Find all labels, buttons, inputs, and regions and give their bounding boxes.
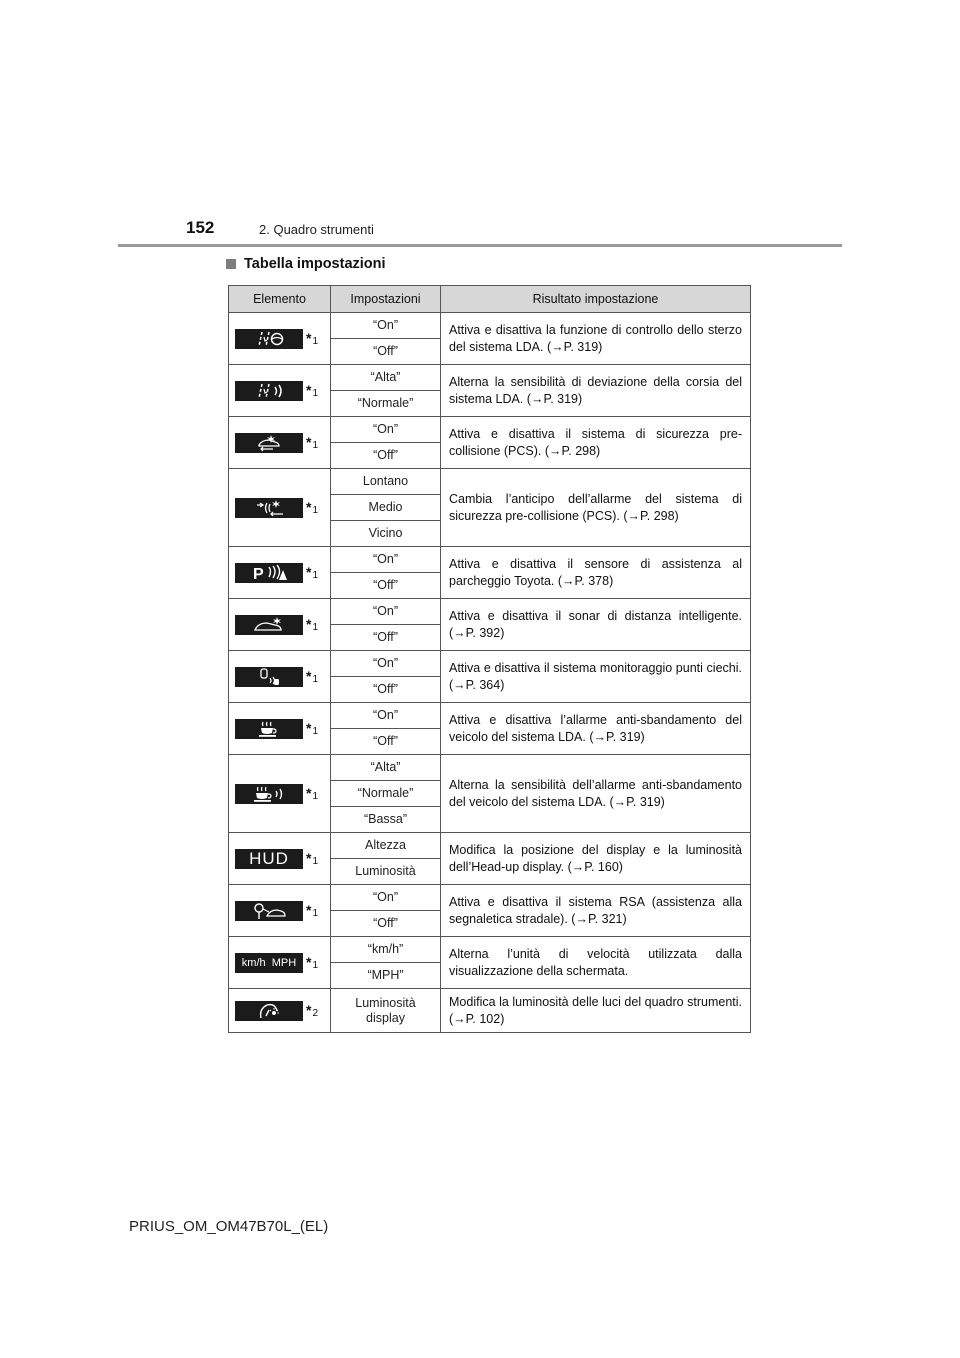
result-text: Alterna la sensibilità dell’allarme anti-sbandamento del veicolo del sistema LDA. (→P. 319) <box>441 755 751 833</box>
column-header: Risultato impostazione <box>441 286 751 313</box>
header-rule <box>118 244 842 247</box>
option-value: “Off” <box>331 729 441 755</box>
speed-unit-icon-label: km/h MPH <box>241 956 297 969</box>
option-value: “Normale” <box>331 781 441 807</box>
footnote-marker: $*_1$ <box>306 498 319 516</box>
result-text: Attiva e disattiva la funzione di controllo dello sterzo del sistema LDA. (→P. 319) <box>441 313 751 365</box>
option-value: “On” <box>331 313 441 339</box>
table-row <box>229 599 751 625</box>
option-value: Luminosità display <box>331 989 441 1033</box>
option-value: “Off” <box>331 911 441 937</box>
footnote-marker: $*_1$ <box>306 849 319 867</box>
option-value: Vicino <box>331 521 441 547</box>
table-row <box>229 833 751 859</box>
sway-warning-icon <box>235 719 303 739</box>
table-row <box>229 885 751 911</box>
footnote-marker: $*_1$ <box>306 563 319 581</box>
footnote-marker: $*_1$ <box>306 615 319 633</box>
footnote-marker: $*_1$ <box>306 329 319 347</box>
footnote-marker: $*_1$ <box>306 953 319 971</box>
column-header: Elemento <box>229 286 331 313</box>
option-value: “On” <box>331 885 441 911</box>
pre-collision-timing-icon <box>235 498 303 518</box>
result-text: Modifica la luminosità delle luci del quadro strumenti. (→P. 102) <box>441 989 751 1033</box>
result-text: Attiva e disattiva l’allarme anti-sbandamento del veicolo del sistema LDA. (→P. 319) <box>441 703 751 755</box>
option-value: “Off” <box>331 573 441 599</box>
table-header-row <box>229 286 751 313</box>
column-header: Impostazioni <box>331 286 441 313</box>
table-row <box>229 989 751 1033</box>
footnote-marker: $*_1$ <box>306 667 319 685</box>
table-row <box>229 469 751 495</box>
option-value: “On” <box>331 547 441 573</box>
blind-spot-icon <box>235 667 303 687</box>
hud-icon <box>235 849 303 869</box>
result-text: Cambia l’anticipo dell’allarme del sistema di sicurezza pre-collisione (PCS). (→P. 298) <box>441 469 751 547</box>
hud-icon-label: HUD <box>249 848 289 868</box>
result-text: Attiva e disattiva il sonar di distanza intelligente. (→P. 392) <box>441 599 751 651</box>
option-value: “km/h” <box>331 937 441 963</box>
table-row <box>229 755 751 781</box>
footnote-marker: $*_1$ <box>306 719 319 737</box>
table-row <box>229 703 751 729</box>
bullet-square-icon <box>226 259 236 269</box>
footnote-marker: $*_1$ <box>306 381 319 399</box>
clearance-sonar-icon <box>235 615 303 635</box>
lane-departure-icon <box>235 329 303 349</box>
option-value: “Off” <box>331 443 441 469</box>
option-value: Lontano <box>331 469 441 495</box>
table-row <box>229 547 751 573</box>
result-text: Alterna la sensibilità di deviazione della corsia del sistema LDA. (→P. 319) <box>441 365 751 417</box>
page-number: 152 <box>186 218 215 237</box>
element-cell <box>229 755 331 833</box>
option-value: Medio <box>331 495 441 521</box>
element-cell <box>229 937 331 989</box>
option-value: “Normale” <box>331 391 441 417</box>
settings-table <box>228 285 751 1033</box>
pre-collision-icon <box>235 433 303 453</box>
option-value: “On” <box>331 417 441 443</box>
element-cell <box>229 989 331 1033</box>
option-value: “Bassa” <box>331 807 441 833</box>
result-text: Attiva e disattiva il sensore di assistenza al parcheggio Toyota. (→P. 378) <box>441 547 751 599</box>
option-value: “MPH” <box>331 963 441 989</box>
section-heading <box>226 256 386 272</box>
result-text: Alterna l’unità di velocità utilizzata dalla visualizzazione della schermata. <box>441 937 751 989</box>
option-value: “On” <box>331 703 441 729</box>
option-value: Altezza <box>331 833 441 859</box>
option-value: “Off” <box>331 339 441 365</box>
element-cell <box>229 365 331 417</box>
result-text: Attiva e disattiva il sistema di sicurezza pre-collisione (PCS). (→P. 298) <box>441 417 751 469</box>
option-value: “Alta” <box>331 755 441 781</box>
footnote-marker: $*_1$ <box>306 433 319 451</box>
footnote-marker: $*_1$ <box>306 784 319 802</box>
option-value: “Off” <box>331 677 441 703</box>
sway-sensitivity-icon <box>235 784 303 804</box>
lane-sensitivity-icon <box>235 381 303 401</box>
road-sign-assist-icon <box>235 901 303 921</box>
element-cell <box>229 651 331 703</box>
speed-unit-icon <box>235 953 303 973</box>
document-code: PRIUS_OM_OM47B70L_(EL) <box>129 1218 329 1235</box>
section-title: Tabella impostazioni <box>244 256 386 272</box>
table-row <box>229 417 751 443</box>
option-value: Luminosità <box>331 859 441 885</box>
table-row <box>229 651 751 677</box>
option-value: “Off” <box>331 625 441 651</box>
chapter-title: 2. Quadro strumenti <box>259 222 374 237</box>
option-value: “Alta” <box>331 365 441 391</box>
element-cell <box>229 885 331 937</box>
option-value: “On” <box>331 651 441 677</box>
svg-text:P: P <box>253 565 264 582</box>
element-cell <box>229 703 331 755</box>
brightness-icon <box>235 1001 303 1021</box>
element-cell <box>229 417 331 469</box>
parking-assist-icon <box>235 563 303 583</box>
footnote-marker: $*_2$ <box>306 1001 319 1019</box>
table-row <box>229 313 751 339</box>
result-text: Modifica la posizione del display e la luminosità dell’Head-up display. (→P. 160) <box>441 833 751 885</box>
table-row <box>229 937 751 963</box>
option-value: “On” <box>331 599 441 625</box>
element-cell <box>229 547 331 599</box>
element-cell <box>229 599 331 651</box>
element-cell <box>229 833 331 885</box>
footnote-marker: $*_1$ <box>306 901 319 919</box>
element-cell <box>229 313 331 365</box>
table-row <box>229 365 751 391</box>
result-text: Attiva e disattiva il sistema monitoraggio punti ciechi. (→P. 364) <box>441 651 751 703</box>
result-text: Attiva e disattiva il sistema RSA (assistenza alla segnaletica stradale). (→P. 321) <box>441 885 751 937</box>
element-cell <box>229 469 331 547</box>
